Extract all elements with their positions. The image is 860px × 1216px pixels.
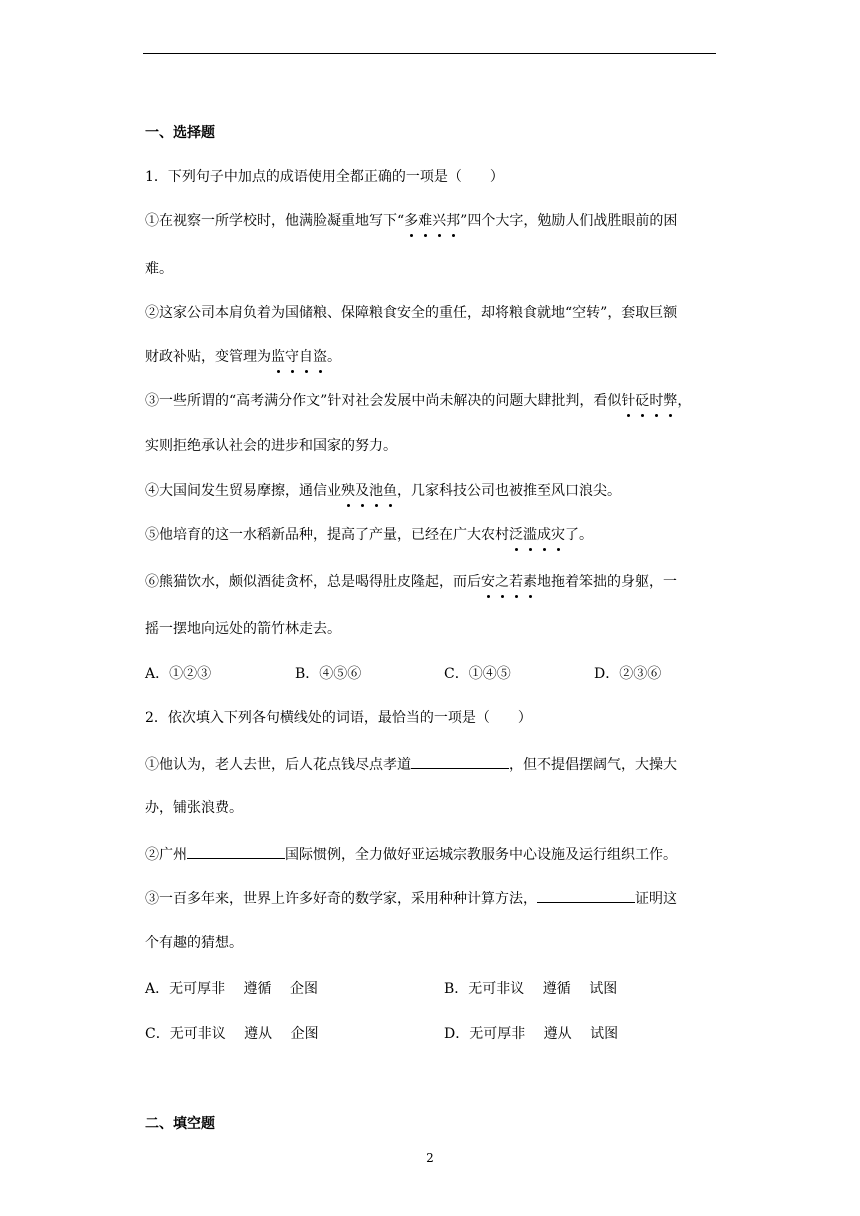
emphasis-char: 监	[271, 349, 285, 365]
emphasis-char: 砭	[635, 393, 650, 409]
q1-option-a: A．①②③	[145, 666, 212, 682]
question-1-sentence-2: ②这家公司本肩负着为国储粮、保障粮食安全的重任，却将粮食就地“空转”，套取巨额	[145, 305, 678, 321]
emphasis-char: 难	[418, 213, 433, 229]
emphasis-char: 守	[285, 349, 299, 365]
emphasis-char: 滥	[523, 527, 537, 543]
emphasis-char: 灾	[551, 527, 565, 543]
dotted-idiom	[621, 393, 677, 409]
question-2-sentence-3: ③一百多年来，世界上许多好奇的数学家，采用种种计算方法， 证明这	[145, 888, 677, 909]
question-1-stem: 1．下列句子中加点的成语使用全都正确的一项是（ ）	[145, 169, 504, 185]
dotted-idiom	[509, 527, 565, 543]
question-1-sentence-5: ⑤他培育的这一水稻新品种，提高了产量，已经在广大农村泛滥成灾了。	[145, 527, 593, 543]
question-1-sentence-2-cont: 财政补贴，变管理为监守自盗。	[145, 349, 341, 365]
question-2-stem: 2．依次填入下列各句横线处的词语，最恰当的一项是（ ）	[145, 710, 532, 726]
q2-option-c: C．无可非议 遵从 企图	[145, 1026, 319, 1042]
question-1-sentence-1: ①在视察一所学校时，他满脸凝重地写下“多难兴邦”四个大字，勉励人们战胜眼前的困	[145, 213, 678, 229]
emphasis-char: 邦	[446, 213, 461, 229]
section-title-choice: 一、选择题	[145, 125, 215, 141]
page-number: 2	[426, 1151, 434, 1165]
q2-option-a: A．无可厚非 遵循 企图	[145, 981, 319, 997]
emphasis-char: 及	[355, 483, 369, 499]
emphasis-char: 自	[299, 349, 313, 365]
answer-blank	[411, 754, 509, 769]
question-1-sentence-6: ⑥熊猫饮水，颇似酒徒贪杯，总是喝得肚皮隆起，而后安之若素地拖着笨拙的身躯，一	[145, 574, 677, 590]
emphasis-char: 泛	[509, 527, 523, 543]
emphasis-char: 鱼	[383, 483, 397, 499]
emphasis-char: 盗	[313, 349, 327, 365]
question-2-sentence-1: ①他认为，老人去世，后人花点钱尽点孝道 ，但不提倡摆阔气，大操大	[145, 754, 677, 775]
emphasis-char: 若	[509, 574, 523, 590]
emphasis-char: 兴	[432, 213, 447, 229]
question-2-sentence-2: ②广州 国际惯例，全力做好亚运城宗教服务中心设施及运行组织工作。	[145, 844, 677, 865]
emphasis-char: 针	[621, 393, 636, 409]
answer-blank	[537, 888, 635, 903]
emphasis-char: 时	[649, 393, 664, 409]
question-1-sentence-3: ③一些所谓的“高考满分作文”针对社会发展中尚未解决的问题大肆批判，看似针砭时弊，	[145, 393, 692, 409]
emphasis-char: 多	[404, 213, 419, 229]
emphasis-char: 殃	[341, 483, 355, 499]
question-1-sentence-1-cont: 难。	[145, 261, 173, 277]
q1-option-d: D．②③⑥	[594, 666, 662, 682]
question-2-sentence-1-cont: 办，铺张浪费。	[145, 800, 243, 816]
question-2-sentence-3-cont: 个有趣的猜想。	[145, 935, 243, 951]
emphasis-char: 之	[495, 574, 509, 590]
emphasis-char: 弊	[663, 393, 678, 409]
emphasis-char: 安	[481, 574, 495, 590]
header-rule	[143, 53, 716, 54]
q1-option-c: C．①④⑤	[444, 666, 511, 682]
emphasis-char: 池	[369, 483, 383, 499]
answer-blank	[187, 844, 285, 859]
section-title-fill: 二、填空题	[145, 1116, 215, 1132]
question-1-sentence-4: ④大国间发生贸易摩擦，通信业殃及池鱼，几家科技公司也被推至风口浪尖。	[145, 483, 621, 499]
dotted-idiom	[341, 483, 397, 499]
q2-option-d: D．无可厚非 遵从 试图	[444, 1026, 619, 1042]
dotted-idiom	[481, 574, 537, 590]
dotted-idiom	[404, 213, 460, 229]
emphasis-char: 素	[523, 574, 537, 590]
question-1-sentence-3-cont: 实则拒绝承认社会的进步和国家的努力。	[145, 438, 397, 454]
q2-option-b: B．无可非议 遵循 试图	[444, 981, 618, 997]
question-1-sentence-6-cont: 摇一摆地向远处的箭竹林走去。	[145, 621, 341, 637]
q1-option-b: B．④⑤⑥	[295, 666, 362, 682]
emphasis-char: 成	[537, 527, 551, 543]
dotted-idiom	[271, 349, 327, 365]
